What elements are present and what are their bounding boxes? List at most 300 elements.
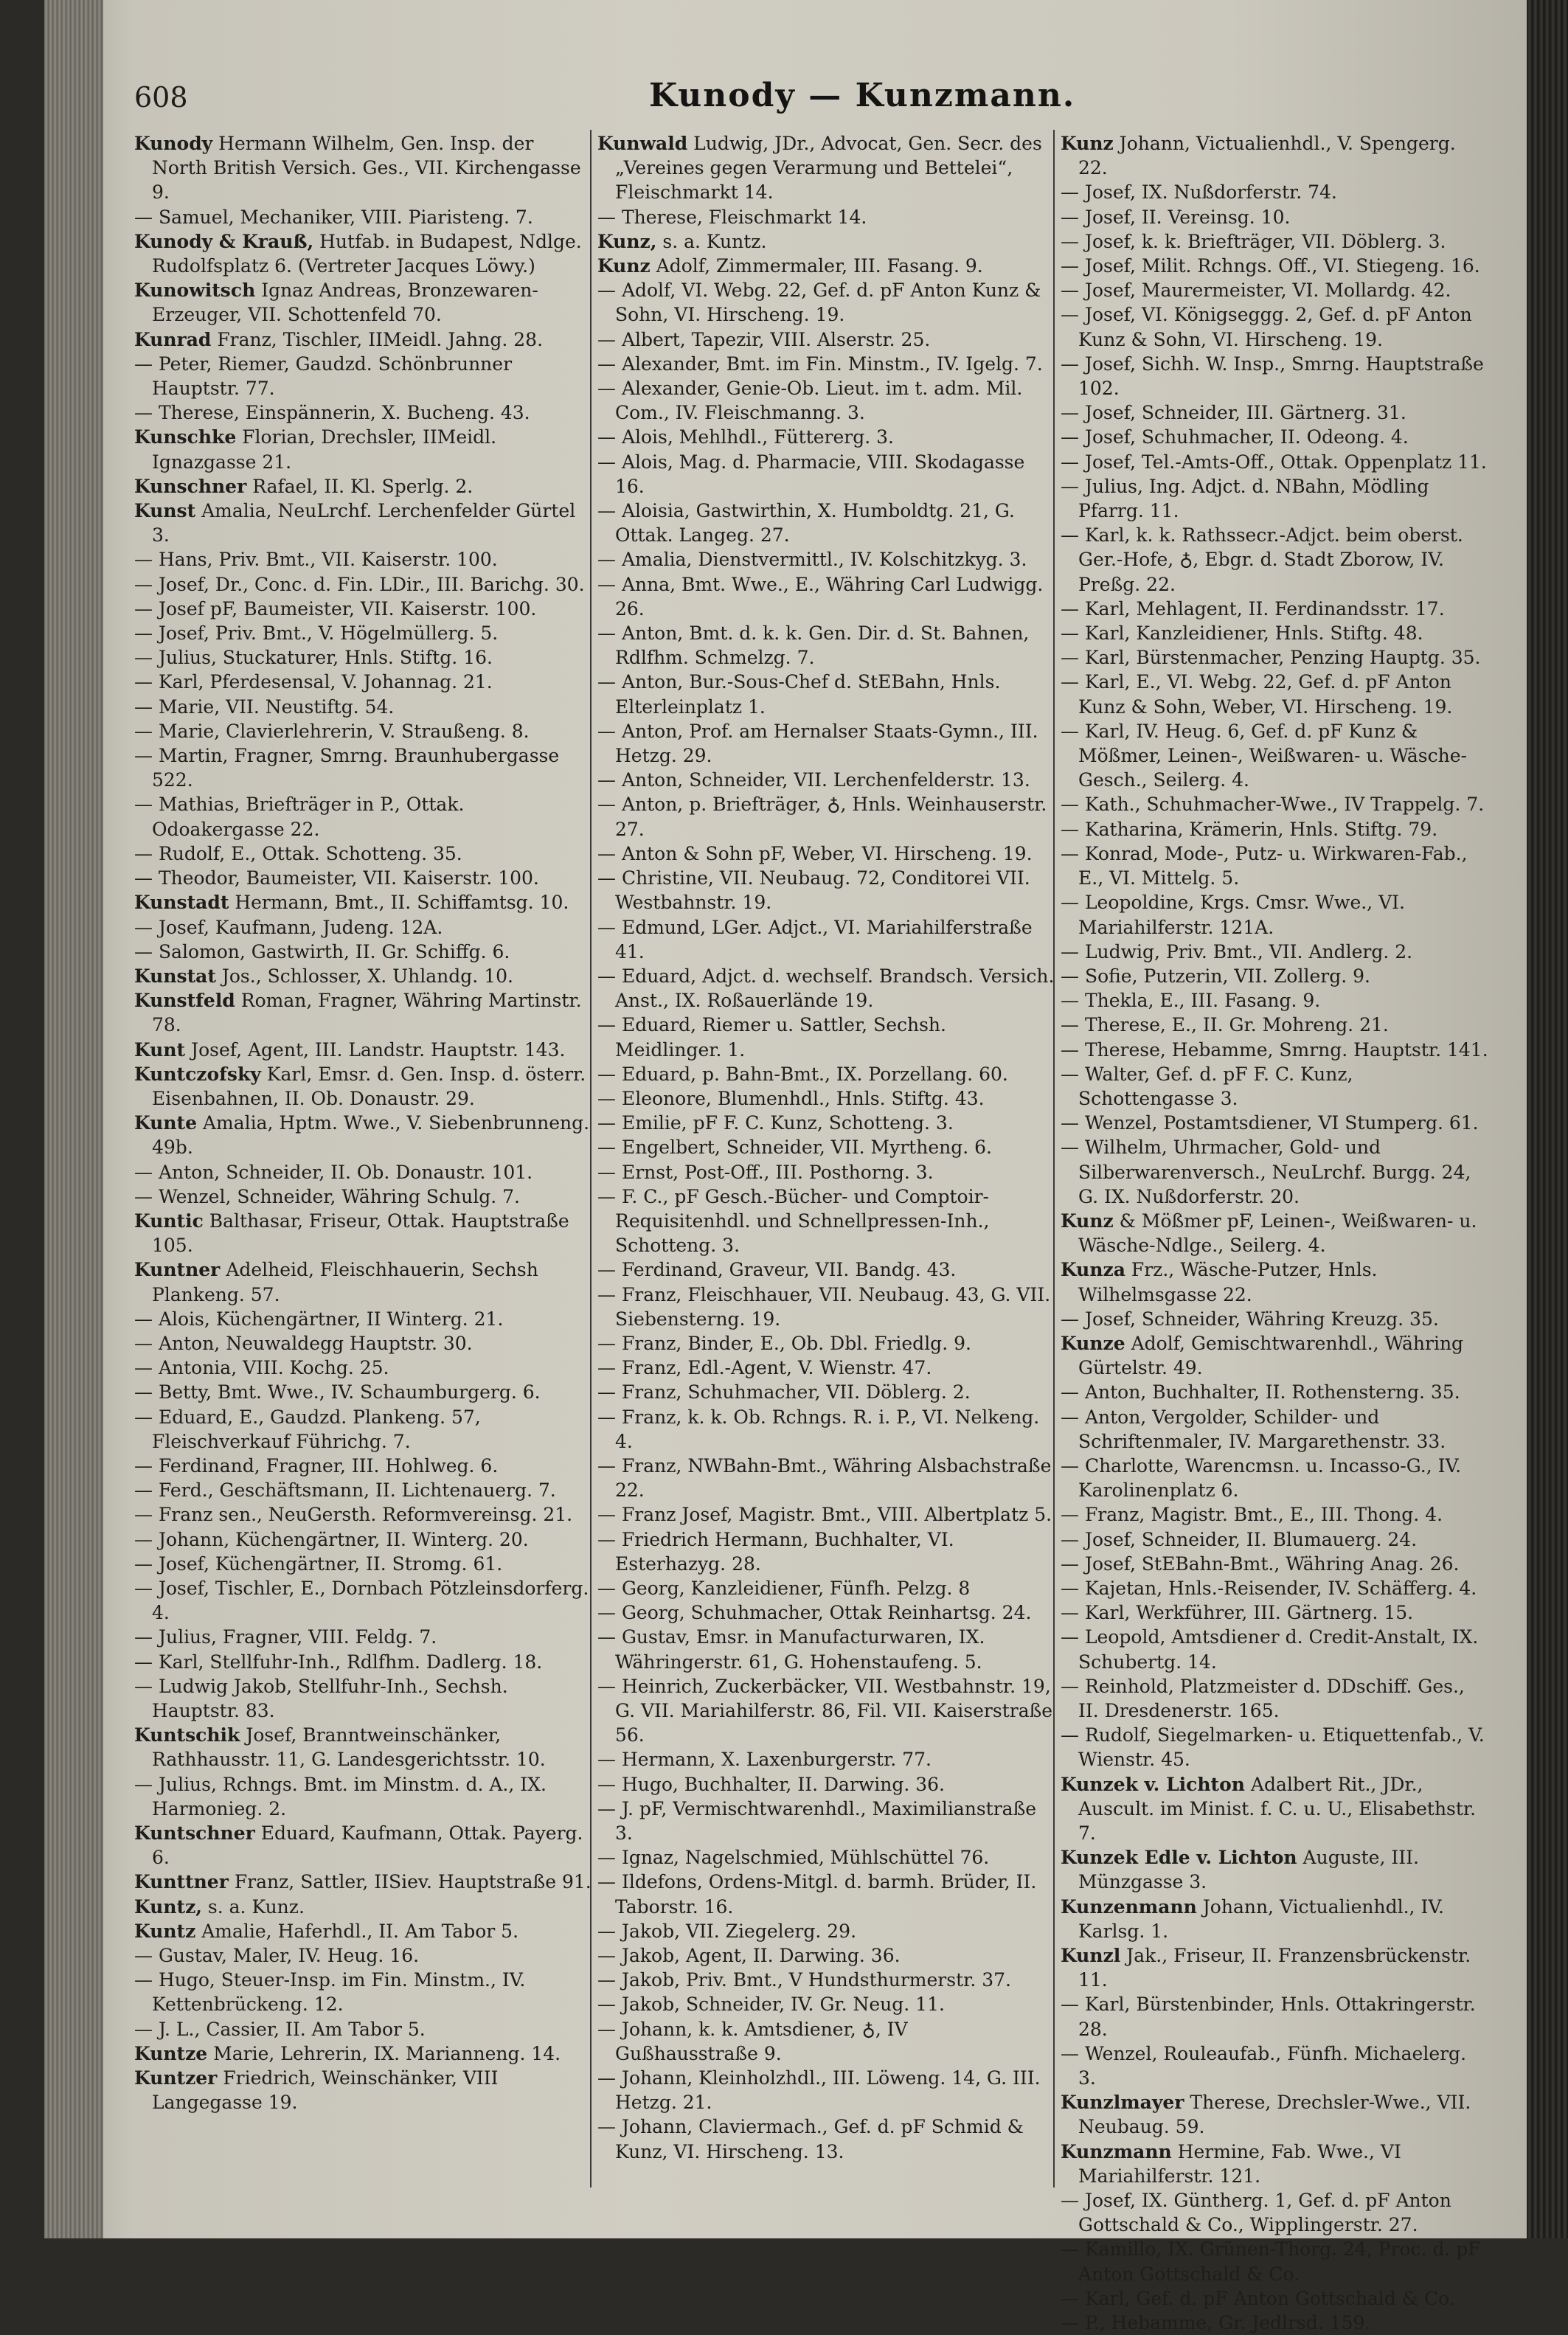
entry-details: — Marie, VII. Neustiftg. 54. — [134, 695, 395, 718]
directory-entry — [134, 1502, 592, 1527]
directory-entry — [597, 1184, 1055, 1258]
entry-details: — Johann, k. k. Amtsdiener, ♁, IV Gußhausstraße 9. — [597, 2018, 914, 2064]
directory-entry — [1061, 474, 1488, 523]
directory-entry — [1061, 1674, 1488, 1723]
entry-details: — Josef, Milit. Rchngs. Off., VI. Stiegeng. 16. — [1061, 255, 1480, 277]
directory-entry — [1061, 2286, 1488, 2311]
entry-details: — Betty, Bmt. Wwe., IV. Schaumburgerg. 6. — [134, 1381, 541, 1404]
entry-details: — Samuel, Mechaniker, VIII. Piaristeng. 7. — [134, 206, 533, 228]
directory-entry — [134, 1674, 592, 1723]
directory-entry — [134, 1257, 592, 1306]
entry-details: — Hermann, X. Laxenburgerstr. 77. — [597, 1749, 932, 1771]
directory-entry — [1061, 1331, 1488, 1380]
entry-details: — Josef, Kaufmann, Judeng. 12A. — [134, 916, 443, 938]
entry-details: — Albert, Tapezir, VIII. Alserstr. 25. — [597, 328, 931, 350]
directory-entry — [1061, 1502, 1488, 1527]
entry-details: — Josef, VI. Königseggg. 2, Gef. d. pF Anton Kunz & Sohn, VI. Hirscheng. 19. — [1061, 304, 1478, 350]
directory-entry — [134, 1184, 592, 1209]
directory-entry — [134, 1527, 592, 1552]
entry-details: — Karl, Kanzleidiener, Hnls. Stiftg. 48. — [1061, 622, 1423, 645]
directory-entry — [597, 964, 1061, 1013]
directory-entry — [1061, 1552, 1488, 1576]
directory-entry — [597, 278, 1055, 327]
entry-details: — Eduard, E., Gaudzd. Plankeng. 57, Fleischverkauf Führichg. 7. — [134, 1406, 487, 1452]
directory-entry — [597, 1919, 1055, 1943]
entry-details: — Alexander, Genie-Ob. Lieut. im t. adm. Mil. Com., IV. Fleischmanng. 3. — [597, 378, 1029, 424]
directory-entry — [597, 205, 1055, 229]
directory-entry — [597, 327, 1055, 352]
directory-entry — [1061, 1209, 1488, 1257]
entry-surname: Kunschke — [134, 426, 237, 448]
directory-entry — [1061, 1600, 1488, 1625]
entry-details: Frz., Wäsche-Putzer, Hnls. Wilhelmsgasse 22. — [1078, 1259, 1384, 1305]
directory-entry — [134, 1576, 595, 1625]
entry-surname: Kunz — [597, 255, 651, 277]
directory-entry — [597, 229, 1055, 254]
entry-details: Florian, Drechsler, IIMeidl. Ignazgasse 21. — [152, 426, 503, 473]
entry-details: Adolf, Zimmermaler, III. Fasang. 9. — [650, 255, 983, 277]
directory-entry — [597, 425, 1055, 449]
entry-details: Franz, Sattler, IISiev. Hauptstraße 91. — [228, 1871, 592, 1893]
entry-details: — Kamillo, IX. Grünen-Thorg. 24, Proc. d. pF Anton Gottschald & Co. — [1061, 2238, 1487, 2285]
directory-entry — [134, 2041, 592, 2066]
directory-entry — [134, 352, 592, 400]
directory-entry — [1061, 205, 1488, 229]
directory-entry — [597, 621, 1055, 670]
directory-entry — [1061, 645, 1488, 670]
entry-details: Balthasar, Friseur, Ottak. Hauptstraße 105. — [152, 1210, 575, 1257]
entry-details: Johann, Victualienhdl., V. Spengerg. 22. — [1078, 133, 1462, 179]
entry-details: s. a. Kuntz. — [656, 230, 767, 252]
directory-entry — [597, 1454, 1058, 1502]
entry-details: — Josef, II. Vereinsg. 10. — [1061, 206, 1291, 228]
entry-surname: Kunwald — [597, 133, 688, 154]
directory-entry — [134, 866, 592, 890]
directory-entry — [134, 229, 592, 278]
entry-details: — P., Hebamme, Gr. Jedlrsd. 159. — [1061, 2312, 1371, 2334]
directory-entry — [597, 352, 1055, 376]
entry-details: — Friedrich Hermann, Buchhalter, VI. Esterhazyg. 28. — [597, 1528, 960, 1575]
entry-details: — Mathias, Briefträger in P., Ottak. Odoakergasse 22. — [134, 794, 471, 840]
directory-entry — [134, 547, 592, 572]
directory-entry — [1061, 1527, 1488, 1552]
directory-entry — [1061, 1992, 1488, 2041]
entry-details: — Sofie, Putzerin, VII. Zollerg. 9. — [1061, 965, 1370, 987]
entry-details: — Anton, Buchhalter, II. Rothensterng. 35. — [1061, 1381, 1460, 1404]
directory-entry — [134, 1160, 592, 1184]
directory-entry — [134, 1723, 592, 1772]
directory-entry — [134, 1062, 592, 1111]
directory-entry — [597, 842, 1055, 866]
directory-entry — [597, 1797, 1055, 1845]
directory-entry — [597, 866, 1055, 915]
directory-entry — [1061, 597, 1488, 621]
directory-entry — [134, 1968, 592, 2016]
entry-details: — Josef, Maurermeister, VI. Mollardg. 42. — [1061, 280, 1451, 302]
entry-details: Josef, Branntweinschänker, Rathhausstr. 11, G. Landesgerichtsstr. 10. — [152, 1724, 546, 1771]
entry-details: Therese, Drechsler-Wwe., VII. Neubaug. 59. — [1078, 2092, 1477, 2138]
entry-details: — Therese, Fleischmarkt 14. — [597, 206, 867, 228]
entry-details: — Josef, StEBahn-Bmt., Währing Anag. 26. — [1061, 1552, 1460, 1575]
entry-details: — Ludwig, Priv. Bmt., VII. Andlerg. 2. — [1061, 940, 1413, 962]
directory-entry — [1061, 254, 1488, 278]
entry-details: — Karl, Mehlagent, II. Ferdinandsstr. 17. — [1061, 597, 1445, 620]
entry-details: — Hugo, Buchhalter, II. Darwing. 36. — [597, 1773, 946, 1795]
directory-entry — [1061, 450, 1488, 474]
entry-details: Eduard, Kaufmann, Ottak. Payerg. 6. — [152, 1822, 589, 1869]
entry-details: — Karl, E., VI. Webg. 22, Gef. d. pF Anton Kunz & Sohn, Weber, VI. Hirscheng. 19. — [1061, 671, 1457, 718]
directory-entry — [597, 1943, 1055, 1968]
entry-surname: Kunte — [134, 1112, 197, 1134]
entry-details: — Josef, Schneider, II. Blumauerg. 24. — [1061, 1528, 1418, 1550]
entry-details: — Wenzel, Schneider, Währing Schulg. 7. — [134, 1185, 520, 1207]
entry-details: — Eleonore, Blumenhdl., Hnls. Stiftg. 43. — [597, 1087, 985, 1109]
directory-entry — [134, 425, 592, 473]
directory-entry — [1061, 1943, 1488, 1992]
entry-details: & Mößmer pF, Leinen-, Weißwaren- u. Wäsche-Ndlge., Seilerg. 4. — [1078, 1210, 1483, 1257]
entry-details: — Alois, Küchengärtner, II Winterg. 21. — [134, 1308, 504, 1330]
directory-entry — [134, 1772, 592, 1821]
entry-details: — Karl, Stellfuhr-Inh., Rdlfhm. Dadlerg. 18. — [134, 1651, 543, 1673]
entry-details: — Karl, Gef. d. pF Anton Gottschald & Co. — [1061, 2287, 1455, 2309]
directory-entry — [597, 1772, 1055, 1797]
directory-entry — [134, 400, 592, 425]
entry-details: — Julius, Fragner, VIII. Feldg. 7. — [134, 1626, 437, 1648]
directory-entry — [1061, 1111, 1488, 1135]
directory-entry — [597, 1747, 1055, 1772]
directory-entry — [597, 792, 1055, 841]
entry-details: — Therese, Hebamme, Smrng. Hauptstr. 141. — [1061, 1038, 1488, 1061]
entry-surname: Kunstadt — [134, 892, 229, 914]
directory-entry — [1061, 1307, 1488, 1331]
directory-entry — [134, 1870, 592, 1894]
entry-surname: Kunzek v. Lichton — [1061, 1773, 1245, 1795]
entry-surname: Kunza — [1061, 1259, 1125, 1281]
directory-entry — [134, 2017, 592, 2041]
entry-details: — Martin, Fragner, Smrng. Braunhubergasse 522. — [134, 745, 566, 791]
entry-details: — Marie, Clavierlehrerin, V. Straußeng. 8. — [134, 720, 530, 742]
directory-entry — [597, 1600, 1055, 1625]
entry-surname: Kunstat — [134, 965, 216, 987]
directory-entry — [597, 1576, 1055, 1600]
directory-entry — [134, 842, 592, 866]
directory-entry — [597, 1062, 1055, 1086]
entry-details: Jos., Schlosser, X. Uhlandg. 10. — [215, 965, 513, 987]
directory-entry — [134, 719, 592, 743]
directory-entry — [1061, 278, 1488, 302]
directory-entry — [597, 1160, 1055, 1184]
entry-details: — Josef, IX. Nußdorferstr. 74. — [1061, 181, 1337, 204]
entry-surname: Kunz — [1061, 133, 1114, 154]
directory-entry — [1061, 1625, 1488, 1673]
directory-entry — [1061, 2140, 1488, 2188]
directory-entry — [1061, 1723, 1491, 1772]
directory-entry — [597, 1086, 1055, 1111]
entry-details: — Josef, Tel.-Amts-Off., Ottak. Oppenplatz 11. — [1061, 451, 1487, 473]
entry-details: — Ferd., Geschäftsmann, II. Lichtenauerg. 7. — [134, 1479, 556, 1502]
directory-entry — [134, 1478, 592, 1502]
directory-column-3 — [1061, 131, 1491, 2335]
directory-entry — [597, 1968, 1055, 1992]
entry-details: — Georg, Kanzleidiener, Fünfh. Pelzg. 8 — [597, 1577, 971, 1599]
directory-entry — [597, 1257, 1055, 1282]
entry-details: — Therese, Einspännerin, X. Bucheng. 43. — [134, 402, 530, 424]
entry-details: — Charlotte, Warencmsn. u. Incasso-G., IV. Karolinenplatz 6. — [1061, 1454, 1468, 1502]
entry-surname: Kuntic — [134, 1210, 204, 1232]
entry-surname: Kuntczofsky — [134, 1063, 261, 1085]
entry-surname: Kunzenmann — [1061, 1895, 1197, 1918]
directory-entry — [134, 1405, 592, 1454]
entry-details: — Anton, Prof. am Hernalser Staats-Gymn., III. Hetzg. 29. — [597, 720, 1044, 767]
entry-details: Ignaz Andreas, Bronzewaren-Erzeuger, VII. Schottenfeld 70. — [152, 280, 538, 326]
entry-details: — Josef, k. k. Briefträger, VII. Döblerg. 3. — [1061, 230, 1446, 252]
entry-details: — Thekla, E., III. Fasang. 9. — [1061, 990, 1321, 1012]
entry-surname: Kuntz, — [134, 1895, 202, 1918]
directory-entry — [1061, 670, 1488, 718]
directory-entry — [1061, 302, 1488, 351]
entry-details: — Josef, Schuhmacher, II. Odeong. 4. — [1061, 426, 1409, 448]
entry-details: — Eduard, Adjct. d. wechself. Brandsch. Versich. Anst., IX. Roßauerlände 19. — [597, 965, 1061, 1012]
entry-details: — Wenzel, Rouleaufab., Fünfh. Michaelerg. 3. — [1061, 2042, 1472, 2089]
directory-entry — [134, 1038, 592, 1062]
entry-details: — Franz, k. k. Ob. Rchngs. R. i. P., VI. Nelkeng. 4. — [597, 1406, 1046, 1452]
directory-entry — [597, 131, 1055, 205]
directory-entry — [597, 1356, 1055, 1380]
entry-details: — Karl, Werkführer, III. Gärtnerg. 15. — [1061, 1602, 1414, 1624]
entry-surname: Kunstfeld — [134, 990, 235, 1012]
entry-details: — Karl, Bürstenbinder, Hnls. Ottakringerstr. 28. — [1061, 1994, 1482, 2040]
entry-details: — Konrad, Mode-, Putz- u. Wirkwaren-Fab., E., VI. Mittelg. 5. — [1061, 842, 1474, 889]
entry-details: — J. pF, Vermischtwarenhdl., Maximilianstraße 3. — [597, 1797, 1043, 1845]
directory-entry — [1061, 964, 1488, 988]
directory-entry — [134, 1380, 592, 1404]
entry-details: — Theodor, Baumeister, VII. Kaiserstr. 100. — [134, 867, 539, 889]
entry-details: — Wilhelm, Uhrmacher, Gold- und Silberwarenversch., NeuLrchf. Burgg. 24, G. IX. Nußdorferstr. 20. — [1061, 1137, 1477, 1207]
entry-surname: Kunschner — [134, 475, 247, 497]
entry-surname: Kuntschner — [134, 1822, 255, 1845]
entry-details: — Franz, Schuhmacher, VII. Döblerg. 2. — [597, 1381, 971, 1404]
entry-details: — J. L., Cassier, II. Am Tabor 5. — [134, 2018, 426, 2040]
entry-details: — Ferdinand, Fragner, III. Hohlweg. 6. — [134, 1454, 499, 1477]
entry-surname: Kunttner — [134, 1871, 229, 1893]
entry-surname: Kunzlmayer — [1061, 2092, 1184, 2114]
directory-entry — [1061, 988, 1488, 1013]
directory-entry — [1061, 842, 1488, 890]
entry-details: — Anton, p. Briefträger, ♁, Hnls. Weinhauserstr. 27. — [597, 794, 1053, 840]
entry-details: — Josef, Dr., Conc. d. Fin. LDir., III. Barichg. 30. — [134, 573, 585, 595]
entry-details: — Julius, Rchngs. Bmt. im Minstm. d. A., IX. Harmonieg. 2. — [134, 1773, 552, 1819]
directory-entry — [1061, 817, 1488, 842]
entry-details: — Katharina, Krämerin, Hnls. Stiftg. 79. — [1061, 818, 1438, 840]
directory-entry — [134, 1821, 592, 1870]
entry-details: — Eduard, p. Bahn-Bmt., IX. Porzellang. 60. — [597, 1063, 1008, 1085]
page-stack-left-edge — [44, 0, 103, 2238]
entry-details: — Josef, Sichh. W. Insp., Smrng. Hauptstraße 102. — [1061, 353, 1490, 400]
directory-entry — [597, 1135, 1055, 1159]
entry-details: — Leopold, Amtsdiener d. Credit-Anstalt, IX. Schubertg. 14. — [1061, 1626, 1485, 1673]
entry-details: — Anna, Bmt. Wwe., E., Währing Carl Ludwigg. 26. — [597, 573, 1050, 620]
entry-details: — Karl, Bürstenmacher, Penzing Hauptg. 35. — [1061, 647, 1481, 669]
entry-details: — Anton, Bur.-Sous-Chef d. StEBahn, Hnls. Elterleinplatz 1. — [597, 671, 1007, 718]
directory-column-1 — [134, 131, 596, 2114]
directory-entry — [597, 768, 1055, 792]
directory-entry — [1061, 180, 1488, 204]
directory-entry — [134, 1650, 592, 1674]
directory-entry — [1061, 131, 1488, 180]
directory-entry — [597, 254, 1055, 278]
directory-entry — [1061, 2311, 1488, 2335]
entry-surname: Kuntner — [134, 1259, 221, 1281]
directory-entry — [597, 1283, 1055, 1331]
entry-details: — Engelbert, Schneider, VII. Myrtheng. 6. — [597, 1137, 992, 1159]
directory-entry — [1061, 352, 1488, 400]
directory-entry — [134, 670, 592, 694]
directory-entry — [134, 1454, 592, 1478]
entry-details: Amalia, NeuLrchf. Lerchenfelder Gürtel 3. — [152, 500, 582, 547]
entry-details: Franz, Tischler, IIMeidl. Jahng. 28. — [211, 328, 544, 350]
entry-details: — Franz Josef, Magistr. Bmt., VIII. Albertplatz 5. — [597, 1504, 1052, 1526]
directory-entry — [597, 376, 1055, 425]
entry-details: Rafael, II. Kl. Sperlg. 2. — [246, 475, 473, 497]
directory-entry — [1061, 2041, 1488, 2090]
entry-details: s. a. Kunz. — [201, 1895, 305, 1918]
directory-entry — [597, 2017, 1055, 2066]
directory-entry — [1061, 1895, 1488, 1943]
entry-details: — Ignaz, Nagelschmied, Mühlschüttel 76. — [597, 1847, 990, 1869]
entry-details: — Johann, Claviermach., Gef. d. pF Schmid & Kunz, VI. Hirscheng. 13. — [597, 2116, 1030, 2162]
entry-details: — Alois, Mehlhdl., Füttererg. 3. — [597, 426, 894, 448]
entry-surname: Kuntzer — [134, 2067, 218, 2089]
entry-details: — Franz sen., NeuGersth. Reformvereinsg. 21. — [134, 1504, 573, 1526]
entry-details: — Anton, Bmt. d. k. k. Gen. Dir. d. St. Bahnen, Rdlfhm. Schmelzg. 7. — [597, 622, 1035, 669]
directory-entry — [134, 621, 592, 645]
directory-entry — [597, 1674, 1059, 1748]
directory-entry — [134, 1331, 592, 1356]
entry-details: Hermine, Fab. Wwe., VI Mariahilferstr. 121. — [1078, 2140, 1407, 2187]
directory-entry — [134, 1209, 592, 1257]
entry-details: — Julius, Ing. Adjct. d. NBahn, Mödling Pfarrg. 11. — [1061, 475, 1435, 522]
entry-details: Johann, Victualienhdl., IV. Karlsg. 1. — [1078, 1895, 1450, 1942]
entry-details: — Gustav, Emsr. in Manufacturwaren, IX. Währingerstr. 61, G. Hohenstaufeng. 5. — [597, 1626, 991, 1673]
entry-details: — Reinhold, Platzmeister d. DDschiff. Ges., II. Dresdenerstr. 165. — [1061, 1675, 1471, 1721]
directory-entry — [134, 1307, 592, 1331]
entry-details: — Ildefons, Ordens-Mitgl. d. barmh. Brüder, II. Taborstr. 16. — [597, 1871, 1043, 1918]
directory-entry — [1061, 719, 1488, 793]
page-number: 608 — [134, 81, 188, 114]
directory-entry — [134, 1895, 592, 1919]
directory-entry — [597, 670, 1055, 718]
entry-details: — Franz, Binder, E., Ob. Dbl. Friedlg. 9. — [597, 1332, 971, 1354]
entry-details: — Leopoldine, Krgs. Cmsr. Wwe., VI. Mariahilferstr. 121A. — [1061, 892, 1411, 938]
book-right-edge — [1527, 0, 1568, 2238]
entry-surname: Kunrad — [134, 328, 212, 350]
entry-details: — Josef, Schneider, III. Gärtnerg. 31. — [1061, 402, 1406, 424]
directory-entry — [1061, 523, 1488, 597]
directory-entry — [1061, 2237, 1488, 2286]
directory-entry — [597, 1405, 1055, 1454]
entry-details: — Kajetan, Hnls.-Reisender, IV. Schäfferg. 4. — [1061, 1577, 1477, 1599]
entry-details: Hermann, Bmt., II. Schiffamtsg. 10. — [229, 892, 569, 914]
entry-details: — Hans, Priv. Bmt., VII. Kaiserstr. 100. — [134, 549, 498, 571]
directory-entry — [597, 1992, 1055, 2016]
entry-surname: Kuntze — [134, 2042, 208, 2064]
entry-details: Friedrich, Weinschänker, VIII Langegasse 19. — [152, 2067, 504, 2114]
entry-details: — Ludwig Jakob, Stellfuhr-Inh., Sechsh. Hauptstr. 83. — [134, 1675, 514, 1721]
entry-details: Auguste, III. Münzgasse 3. — [1078, 1847, 1425, 1893]
entry-details: — F. C., pF Gesch.-Bücher- und Comptoir-Requisitenhdl. und Schnellpressen-Inh., Schotteng. 3. — [597, 1185, 996, 1257]
directory-entry — [1061, 1013, 1488, 1037]
entry-details: — Josef, Priv. Bmt., V. Högelmüllerg. 5. — [134, 622, 499, 645]
entry-details: — Karl, Pferdesensal, V. Johannag. 21. — [134, 671, 493, 693]
directory-entry — [597, 1527, 1055, 1576]
directory-entry — [597, 1502, 1055, 1527]
entry-details: — Franz, Edl.-Agent, V. Wienstr. 47. — [597, 1357, 932, 1379]
running-title: Kunody — Kunzmann. — [649, 77, 1076, 114]
entry-details: Jak., Friseur, II. Franzensbrückenstr. 11. — [1078, 1945, 1477, 1991]
entry-details: Ludwig, JDr., Advocat, Gen. Secr. des „Vereines gegen Verarmung und Bettelei“, Fleischmarkt 14. — [615, 133, 1048, 204]
entry-details: — Karl, k. k. Rathssecr.-Adjct. beim oberst. Ger.-Hofe, ♁, Ebgr. d. Stadt Zborow, IV. Preßg. 22. — [1061, 524, 1469, 595]
entry-details: — Edmund, LGer. Adjct., VI. Mariahilferstraße 41. — [597, 916, 1038, 962]
entry-surname: Kunz, — [597, 230, 657, 252]
entry-details: — Jakob, Priv. Bmt., V Hundsthurmerstr. 37. — [597, 1969, 1011, 1991]
entry-details: — Heinrich, Zuckerbäcker, VII. Westbahnstr. 19, G. VII. Mariahilferstr. 86, Fil. VII. Kaiserstraße 56. — [597, 1675, 1059, 1746]
directory-entry — [134, 915, 592, 940]
directory-entry — [134, 278, 592, 327]
directory-entry — [134, 1552, 592, 1576]
entry-details: Adolf, Gemischtwarenhdl., Währing Gürtelstr. 49. — [1078, 1332, 1470, 1379]
entry-details: — Rudolf, Siegelmarken- u. Etiquettenfab., V. Wienstr. 45. — [1061, 1724, 1491, 1771]
entry-details: — Jakob, Schneider, IV. Gr. Neug. 11. — [597, 1994, 945, 2016]
entry-details: — Alexander, Bmt. im Fin. Minstm., IV. Igelg. 7. — [597, 353, 1043, 375]
directory-entry — [134, 327, 592, 352]
directory-entry — [134, 645, 592, 670]
entry-details: Karl, Emsr. d. Gen. Insp. d. österr. Eisenbahnen, II. Ob. Donaustr. 29. — [152, 1063, 592, 1109]
entry-details: — Anton, Neuwaldegg Hauptstr. 30. — [134, 1332, 473, 1354]
entry-details: — Georg, Schuhmacher, Ottak Reinhartsg. 24. — [597, 1602, 1032, 1624]
entry-details: — Wenzel, Postamtsdiener, VI Stumperg. 61. — [1061, 1112, 1479, 1134]
entry-details: — Aloisia, Gastwirthin, X. Humboldtg. 21, G. Ottak. Langeg. 27. — [597, 500, 1021, 547]
entry-details: — Josef, Tischler, E., Dornbach Pötzleinsdorferg. 4. — [134, 1577, 595, 1624]
directory-entry — [597, 1013, 1055, 1061]
directory-entry — [134, 695, 592, 719]
directory-entry — [1061, 1135, 1488, 1209]
entry-details: Roman, Fragner, Währing Martinstr. 78. — [152, 990, 588, 1036]
directory-entry — [1061, 425, 1488, 449]
directory-entry — [134, 890, 592, 915]
entry-details: — Jakob, VII. Ziegelerg. 29. — [597, 1920, 857, 1942]
entry-details: Marie, Lehrerin, IX. Marianneng. 14. — [207, 2042, 561, 2064]
entry-details: — Jakob, Agent, II. Darwing. 36. — [597, 1945, 901, 1967]
directory-entry — [1061, 1772, 1488, 1846]
entry-surname: Kunzek Edle v. Lichton — [1061, 1847, 1297, 1869]
directory-entry — [134, 205, 592, 229]
directory-entry — [1061, 1845, 1488, 1894]
entry-details: — Christine, VII. Neubaug. 72, Conditorei VII. Westbahnstr. 19. — [597, 867, 1036, 914]
entry-surname: Kunowitsch — [134, 280, 256, 302]
directory-entry — [597, 915, 1055, 964]
entry-details: — Josef, Küchengärtner, II. Stromg. 61. — [134, 1552, 503, 1575]
directory-entry — [134, 572, 592, 597]
entry-surname: Kunz — [1061, 1210, 1114, 1232]
entry-details: — Ferdinand, Graveur, VII. Bandg. 43. — [597, 1259, 957, 1281]
entry-details: — Franz, Magistr. Bmt., E., III. Thong. 4. — [1061, 1504, 1443, 1526]
entry-surname: Kunody — [134, 133, 213, 154]
directory-entry — [597, 1331, 1055, 1356]
directory-entry — [134, 940, 592, 964]
entry-surname: Kunst — [134, 500, 196, 522]
entry-details: — Johann, Kleinholzhdl., III. Löweng. 14, G. III. Hetzg. 21. — [597, 2067, 1047, 2114]
entry-details: — Anton, Vergolder, Schilder- und Schriftenmaler, IV. Margarethenstr. 33. — [1061, 1406, 1446, 1452]
